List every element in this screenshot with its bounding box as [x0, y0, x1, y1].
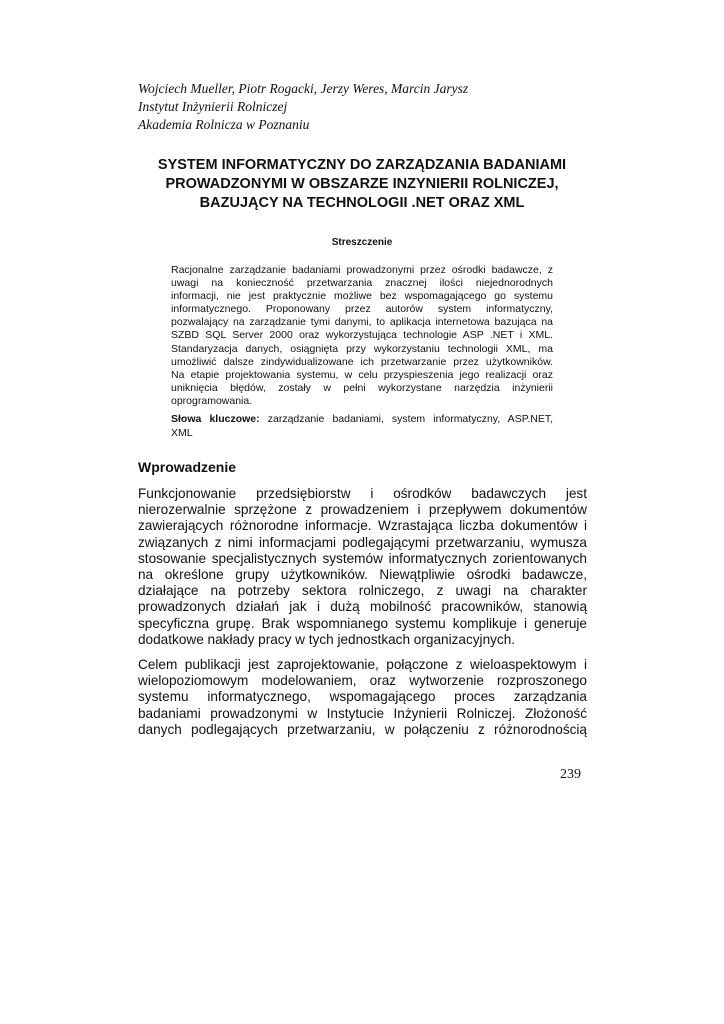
paragraph-line: dodatkowe nakłady pracy w tych jednostkach organizacyjnych. — [138, 631, 516, 647]
institute: Instytut Inżynierii Rolniczej — [138, 99, 288, 114]
paragraph-line: badaniami prowadzonymi w Instytucie Inżynierii Rolniczej. Złożoność — [138, 705, 587, 721]
paragraph-line: specyficzna grupę. Brak wspomnianego systemu komplikuje i generuje — [138, 615, 587, 631]
abstract-line: SZBD SQL Server 2000 oraz wykorzystująca technologie ASP .NET i XML. — [171, 329, 553, 342]
paragraph-line: związanych z nimi informacjami podlegającymi przetwarzaniu, wymusza — [138, 534, 587, 550]
paper-title — [138, 156, 586, 213]
university: Akademia Rolnicza w Poznaniu — [138, 117, 310, 132]
abstract-line: uniknięcia błędów, zostały w pełni wykorzystane narzędzia inżynierii — [171, 381, 553, 394]
paragraph-line: działające na potrzeby sektora rolniczego, z uwagi na charakter — [138, 583, 587, 599]
paragraph-line: wielopoziomowym modelowaniem, oraz wytworzenie rozproszonego — [138, 673, 587, 689]
keywords-text: zarządzanie badaniami, system informatyczny, ASP.NET, — [267, 413, 554, 425]
authors: Wojciech Mueller, Piotr Rogacki, Jerzy Weres, Marcin Jarysz — [138, 81, 469, 96]
paragraph-line: stosowanie specjalistycznych systemów informatycznych zorientowanych — [138, 550, 587, 566]
keywords-text: XML — [171, 426, 193, 439]
paragraph-line: nierozerwalnie sprzężone z prowadzeniem i przepływem dokumentów — [138, 502, 587, 518]
abstract-line: Racjonalne zarządzanie badaniami prowadzonymi przez ośrodki badawcze, z — [171, 264, 553, 276]
paragraph-line: danych podlegających przetwarzaniu, w połączeniu z różnorodnością — [138, 721, 587, 737]
paragraph-line: na określone grupy użytkowników. Niewątpliwie ośrodki badawcze, — [138, 567, 587, 583]
abstract-line: Na etapie projektowania systemu, w celu przyspieszenia jego realizacji oraz — [171, 368, 553, 381]
paragraph-line: Celem publikacji jest zaprojektowanie, połączone z wieloaspektowym i — [138, 657, 587, 672]
paragraph-1 — [138, 486, 587, 648]
paragraph-line: prowadzonych działań jak i dużą mobilność pracowników, stanowią — [138, 599, 587, 615]
title-line: SYSTEM INFORMATYCZNY DO ZARZĄDZANIA BADANIAMI — [157, 157, 567, 173]
abstract-line: umożliwić dalsze zindywidualizowane ich przetwarzanie przez użytkowników. — [171, 355, 553, 368]
title-line: BAZUJĄCY NA TECHNOLOGII .NET ORAZ XML — [199, 195, 525, 211]
abstract-line: uwagi na konieczność przetwarzania znacznej ilości niejednorodnych — [171, 277, 553, 290]
section-heading: Wprowadzenie — [138, 459, 237, 475]
abstract-line: oprogramowania. — [171, 394, 253, 407]
abstract-line: pozwalający na zarządzanie tymi danymi, to aplikacja internetowa bazująca na — [171, 316, 553, 329]
abstract-line: Standaryzacja danych, osiągnięta przy wykorzystaniu technologii XML, ma — [171, 342, 553, 355]
paragraph-line: systemu informatycznego, wspomagającego proces zarządzania — [138, 689, 587, 705]
paragraph-2 — [138, 657, 587, 738]
keywords — [171, 413, 553, 440]
abstract-line: informacji, nie jest praktycznie możliwe bez wspomagającego go systemu — [171, 290, 553, 303]
page-number: 239 — [560, 767, 581, 782]
paragraph-line: Funkcjonowanie przedsiębiorstw i ośrodków badawczych jest — [138, 486, 587, 501]
author-block — [138, 80, 598, 134]
paragraph-line: zawierających różnorodne informacje. Wzrastająca liczba dokumentów i — [138, 518, 587, 534]
keywords-label: Słowa kluczowe: — [171, 413, 260, 425]
abstract-text — [171, 264, 553, 408]
abstract-line: informatycznego. Proponowany przez autorów system informatyczny, — [171, 303, 553, 316]
abstract-heading: Streszczenie — [331, 237, 393, 248]
title-line: PROWADZONYMI W OBSZARZE INZYNIERII ROLNICZEJ, — [165, 176, 559, 192]
